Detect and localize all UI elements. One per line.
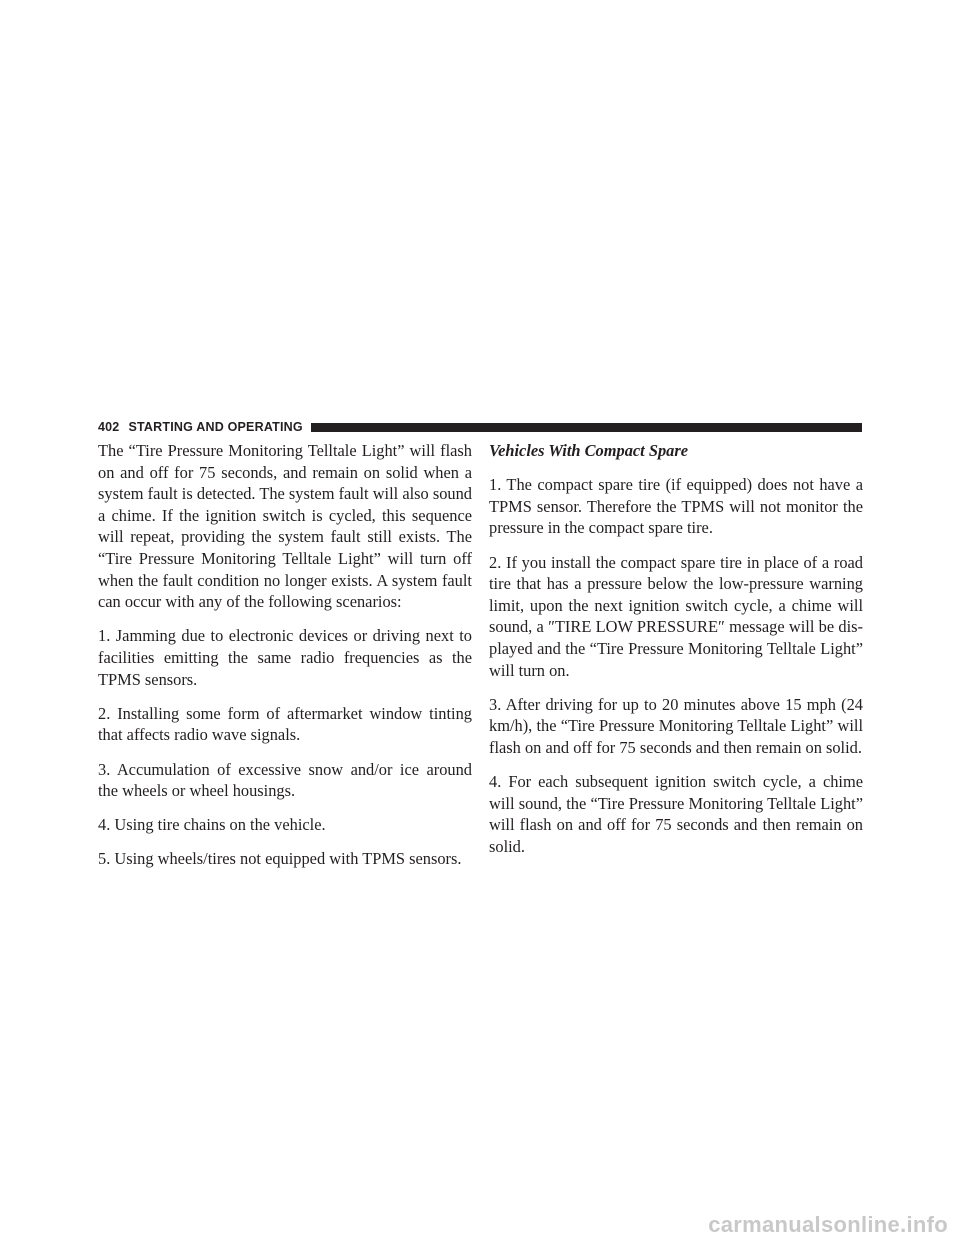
header-rule: [311, 423, 862, 432]
list-item: 3. Accumulation of excessive snow and/or ice around the wheels or wheel housings.: [98, 759, 472, 801]
list-item: 1. The compact spare tire (if equipped) does not have a TPMS sensor. Therefore the TPMS will not monitor the pressure in the compact spare tire.: [489, 475, 863, 538]
subsection-heading: Vehicles With Compact Spare: [489, 441, 688, 460]
section-title: STARTING AND OPERATING: [128, 420, 303, 434]
right-column: [489, 440, 863, 870]
page-header: [98, 420, 862, 434]
watermark: carmanualsonline.info: [708, 1212, 948, 1237]
list-item: 2. Installing some form of aftermarket window tinting that affects radio wave signals.: [98, 703, 472, 745]
list-item: 1. Jamming due to electronic devices or driving next to facilities emitting the same radio frequencies as the TPMS sensors.: [98, 626, 472, 689]
page-number: 402: [98, 420, 120, 434]
list-item: 4. For each subsequent ignition switch cycle, a chime will sound, the “Tire Pressure Monitoring Telltale Light” will flash on and off for 75 seconds and then remain on solid.: [489, 772, 863, 856]
list-item: 5. Using wheels/tires not equipped with TPMS sensors.: [98, 849, 462, 869]
list-item: 2. If you install the compact spare tire in place of a road tire that has a pressure below the low-pressure warning limit, upon the next ignition switch cycle, a chime will sound, a ″TIRE LOW PRESSURE″ message will be dis-played and the “Tire Pressure Monitoring Telltale Light” will turn on.: [489, 552, 863, 680]
list-item: 4. Using tire chains on the vehicle.: [98, 815, 326, 835]
left-column: [98, 440, 472, 883]
intro-paragraph: The “Tire Pressure Monitoring Telltale Light” will flash on and off for 75 seconds, and remain on solid when a system fault is detected. The system fault will also sound a chime. If the ignition switch is cycled, this sequence will repeat, providing the system fault still exists. The “Tire Pressure Monitoring Telltale Light” will turn off when the fault condition no longer exists. A system fault can occur with any of the following scenarios:: [98, 441, 472, 612]
list-item: 3. After driving for up to 20 minutes above 15 mph (24 km/h), the “Tire Pressure Monitoring Telltale Light” will flash on and off for 75 seconds and then remain on solid.: [489, 694, 863, 757]
